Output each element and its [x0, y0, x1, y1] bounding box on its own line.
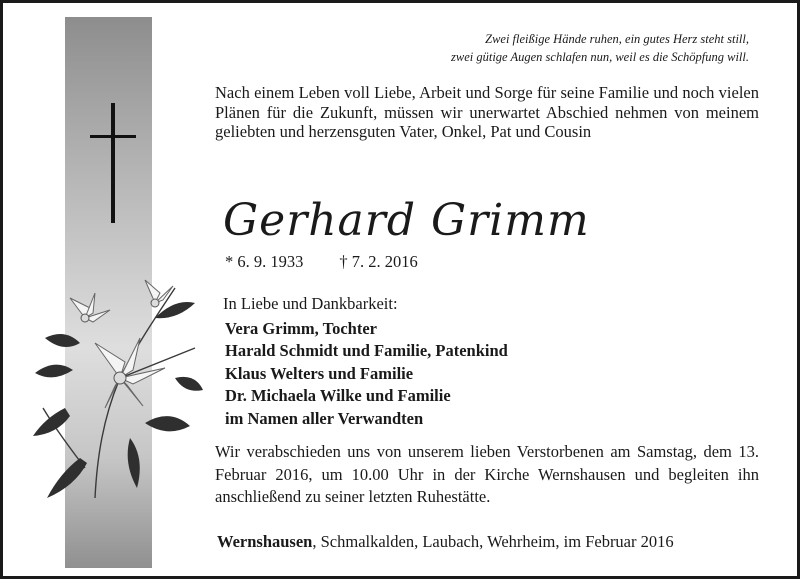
intro-paragraph: Nach einem Leben voll Liebe, Arbeit und Sorge für seine Familie und noch vielen Plänen für die Zukunft, müssen wir unerwartet Abschied nehmen von meinem geliebten und herzensguten Vater, Onkel, Pat und Cousin [215, 83, 759, 141]
cross-icon [89, 103, 139, 223]
mourners-label: In Liebe und Dankbarkeit: [223, 294, 398, 313]
mourner-item: Dr. Michaela Wilke und Familie [225, 386, 451, 405]
place-main: Wernshausen [217, 532, 313, 551]
quote-line-1: Zwei fleißige Hände ruhen, ein gutes Herz steht still, [485, 32, 749, 46]
mourner-item: Vera Grimm, Tochter [225, 318, 377, 338]
mourner-item: Harald Schmidt und Familie, Patenkind [225, 341, 508, 360]
death-date: † 7. 2. 2016 [339, 252, 418, 271]
mourner-item: Klaus Welters und Familie [225, 363, 414, 383]
birth-date: * 6. 9. 1933 [225, 252, 304, 271]
mourner-item: im Namen aller Verwandten [225, 408, 424, 428]
place-rest: , Schmalkalden, Laubach, Wehrheim, im Februar 2016 [312, 532, 674, 551]
memorial-quote [329, 30, 749, 66]
mourners-list [223, 318, 508, 431]
lily-bouquet-illustration [25, 258, 205, 508]
deceased-name: Gerhard Grimm [223, 195, 590, 246]
life-dates [225, 252, 418, 272]
quote-line-2: zwei gütige Augen schlafen nun, weil es die Schöpfung will. [451, 50, 749, 64]
mourners-section [223, 293, 508, 430]
place-and-date [217, 532, 674, 552]
funeral-details: Wir verabschieden uns von unserem lieben Verstorbenen am Samstag, dem 13. Februar 2016, um 10.00 Uhr in der Kirche Wernshausen und begleiten ihn anschließend zu seiner letzten Ruhestätte. [215, 442, 759, 506]
